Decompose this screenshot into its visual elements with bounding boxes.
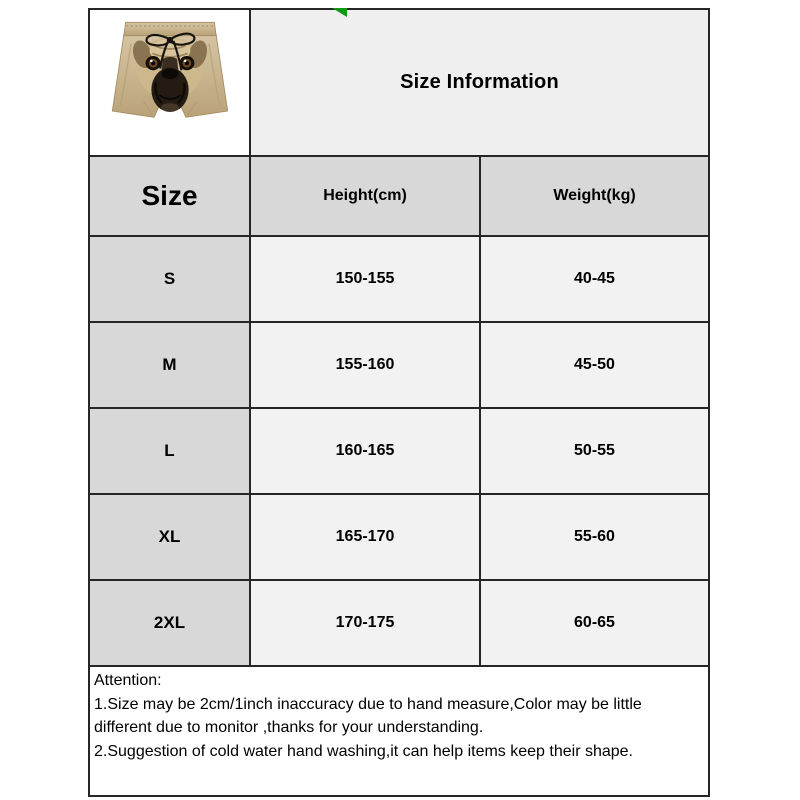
size-cell: XL xyxy=(89,494,250,580)
attention-note xyxy=(89,666,709,796)
weight-cell: 50-55 xyxy=(480,408,709,494)
size-chart xyxy=(88,8,710,797)
height-cell: 165-170 xyxy=(250,494,480,580)
title-row xyxy=(89,9,709,156)
table-row xyxy=(89,494,709,580)
table-row xyxy=(89,236,709,322)
height-cell: 160-165 xyxy=(250,408,480,494)
size-cell: 2XL xyxy=(89,580,250,666)
product-image-cell xyxy=(89,9,250,156)
weight-cell: 60-65 xyxy=(480,580,709,666)
attention-note-2: 2.Suggestion of cold water hand washing,it can help items keep their shape. xyxy=(94,742,633,760)
table-row xyxy=(89,408,709,494)
size-cell: M xyxy=(89,322,250,408)
attention-note-1: 1.Size may be 2cm/1inch inaccuracy due to hand measure,Color may be little different due to monitor ,thanks for your understanding. xyxy=(94,695,642,736)
height-cell: 150-155 xyxy=(250,236,480,322)
attention-heading: Attention: xyxy=(94,672,162,689)
weight-cell: 55-60 xyxy=(480,494,709,580)
page-title: Size Information xyxy=(250,9,709,156)
table-row xyxy=(89,580,709,666)
column-header-size: Size xyxy=(89,156,250,236)
pug-shorts-image xyxy=(99,17,241,143)
column-header-weight: Weight(kg) xyxy=(480,156,709,236)
height-cell: 170-175 xyxy=(250,580,480,666)
attention-row xyxy=(89,666,709,796)
weight-cell: 40-45 xyxy=(480,236,709,322)
column-header-height: Height(cm) xyxy=(250,156,480,236)
weight-cell: 45-50 xyxy=(480,322,709,408)
header-row xyxy=(89,156,709,236)
size-chart-table xyxy=(88,8,710,797)
size-cell: S xyxy=(89,236,250,322)
height-cell: 155-160 xyxy=(250,322,480,408)
size-cell: L xyxy=(89,408,250,494)
table-row xyxy=(89,322,709,408)
